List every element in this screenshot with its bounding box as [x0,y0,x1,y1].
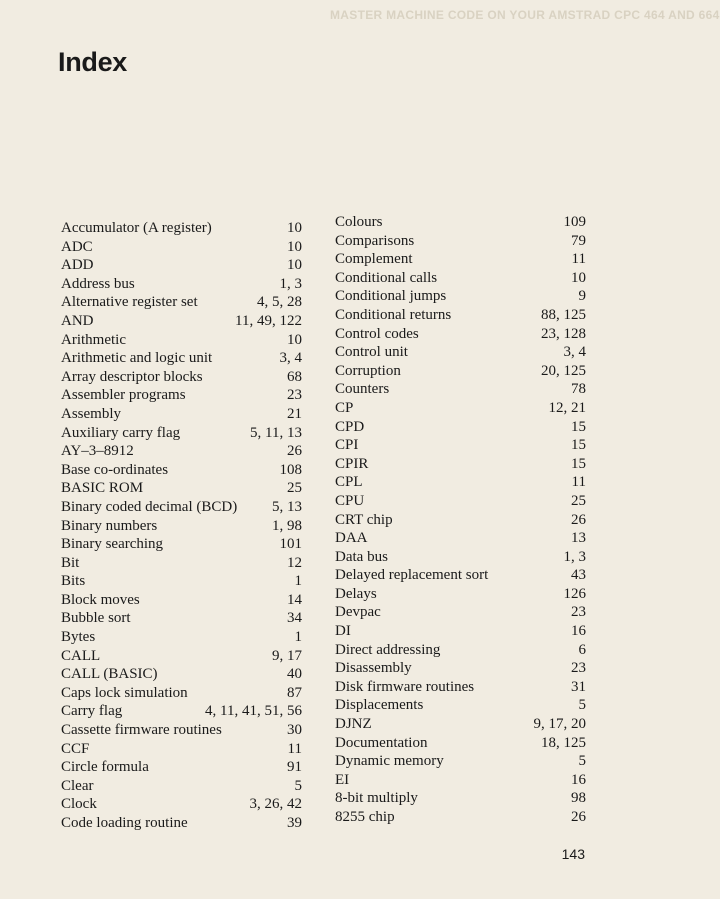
index-term: CALL [61,647,101,664]
index-entry [61,386,302,405]
index-term: Arithmetic [61,331,126,348]
index-pages: 15 [571,418,586,435]
index-pages: 10 [287,220,302,236]
index-entry [61,795,302,814]
index-entry [61,684,302,703]
index-entry [61,554,302,573]
index-entry [61,665,302,684]
index-pages: 3, 26, 42 [249,796,302,813]
index-term: 8255 chip [335,809,395,825]
index-pages: 23, 128 [541,325,586,342]
index-term: ADD [61,257,94,274]
index-term: Dynamic memory [335,753,444,770]
index-pages: 13 [571,530,586,547]
index-entry [335,734,586,753]
index-entry [61,517,302,536]
index-term: AY–3–8912 [61,443,134,460]
index-term: Bits [61,573,86,590]
index-pages: 16 [571,771,586,788]
index-term: Circle formula [61,759,149,776]
index-pages: 1, 3 [279,275,302,292]
index-entry [61,591,302,610]
index-term: Conditional calls [335,269,438,286]
index-pages: 39 [287,815,302,831]
page-number: 143 [561,846,585,862]
index-pages: 87 [287,684,302,701]
index-entry [335,213,586,232]
index-pages: 4, 5, 28 [257,294,302,311]
index-term: CPI [335,437,359,454]
index-entry [335,789,586,808]
index-entry [61,293,302,312]
index-entry [335,715,586,734]
index-pages: 11 [571,251,586,268]
index-term: CPIR [335,455,369,472]
index-entry [335,696,586,715]
index-term: Bit [61,554,80,571]
index-pages: 26 [287,443,302,460]
index-entry [335,250,586,269]
index-term: Clear [61,777,94,794]
index-term: Carry flag [61,703,123,720]
index-term: Binary coded decimal (BCD) [61,498,238,515]
index-pages: 5 [578,753,586,770]
index-entry [61,535,302,554]
index-entry [335,380,586,399]
index-pages: 15 [571,455,586,472]
index-term: CPL [335,474,363,491]
index-entry [335,306,586,325]
index-entry [335,232,586,251]
show-through-header: MASTER MACHINE CODE ON YOUR AMSTRAD CPC 464 AND 664 [330,8,720,22]
index-pages: 1, 3 [563,548,586,565]
index-pages: 12 [287,554,302,571]
index-column-right [335,213,586,827]
index-entry [61,238,302,257]
index-term: Array descriptor blocks [61,368,203,385]
index-pages: 9, 17, 20 [533,716,586,733]
index-term: Comparisons [335,232,415,249]
index-entry [335,473,586,492]
index-term: Binary searching [61,536,164,553]
index-term: Colours [335,214,383,230]
index-pages: 3, 4 [563,344,586,361]
index-entry [61,312,302,331]
index-entry [61,647,302,666]
index-term: Accumulator (A register) [61,220,212,236]
index-term: Auxiliary carry flag [61,424,181,441]
index-term: Delayed replacement sort [335,567,489,584]
index-pages: 25 [287,480,302,497]
page-title: Index [58,47,128,77]
index-pages: 3, 4 [279,350,302,367]
index-term: Bubble sort [61,610,131,627]
index-term: CPU [335,492,365,509]
index-entry [335,343,586,362]
index-pages: 15 [571,437,586,454]
index-entry [61,256,302,275]
index-entry [335,603,586,622]
index-term: Alternative register set [61,294,198,311]
index-pages: 1 [294,629,302,646]
index-pages: 79 [571,232,586,249]
index-term: Block moves [61,591,140,608]
index-term: Control unit [335,344,408,361]
index-pages: 43 [571,567,586,584]
index-pages: 23 [571,660,586,677]
index-term: AND [61,312,94,329]
index-pages: 9 [578,288,586,305]
index-entry [335,418,586,437]
index-term: DJNZ [335,716,372,733]
index-pages: 14 [287,591,302,608]
index-pages: 4, 11, 41, 51, 56 [205,703,302,720]
index-term: CP [335,399,354,416]
index-pages: 40 [287,666,302,683]
index-entry [61,368,302,387]
index-term: Caps lock simulation [61,684,188,701]
index-entry [61,628,302,647]
index-pages: 31 [571,678,586,695]
index-pages: 10 [287,257,302,274]
index-entry [335,492,586,511]
index-entry [61,331,302,350]
index-pages: 5 [294,777,302,794]
index-column-left [61,219,302,833]
index-pages: 91 [287,759,302,776]
index-pages: 109 [563,214,586,230]
index-term: Cassette firmware routines [61,722,222,739]
index-term: Code loading routine [61,815,188,831]
index-term: Delays [335,585,377,602]
index-pages: 12, 21 [548,399,586,416]
index-term: Disk firmware routines [335,678,475,695]
index-pages: 11 [571,474,586,491]
index-term: Complement [335,251,413,268]
index-entry [335,455,586,474]
index-term: Address bus [61,275,135,292]
index-pages: 10 [571,269,586,286]
index-entry [335,808,586,827]
index-entry [61,498,302,517]
index-term: CALL (BASIC) [61,666,158,683]
index-pages: 5, 13 [272,498,302,515]
index-term: CPD [335,418,365,435]
index-term: Assembly [61,405,121,422]
index-entry [335,287,586,306]
index-entry [61,572,302,591]
index-pages: 26 [571,809,586,825]
index-entry [61,702,302,721]
index-entry [335,511,586,530]
index-term: Assembler programs [61,387,186,404]
index-term: CCF [61,740,90,757]
index-term: Arithmetic and logic unit [61,350,213,367]
index-term: DI [335,623,351,640]
index-entry [335,678,586,697]
index-pages: 88, 125 [541,306,586,323]
index-pages: 78 [571,381,586,398]
index-entry [61,777,302,796]
index-pages: 10 [287,331,302,348]
index-entry [61,740,302,759]
index-entry [61,405,302,424]
index-pages: 5 [578,697,586,714]
index-term: DAA [335,530,368,547]
index-entry [61,349,302,368]
index-term: Documentation [335,734,428,751]
index-pages: 108 [279,461,302,478]
index-pages: 30 [287,722,302,739]
index-term: BASIC ROM [61,480,144,497]
index-term: 8-bit multiply [335,790,418,807]
index-term: Base co-ordinates [61,461,169,478]
index-term: ADC [61,238,93,255]
index-pages: 9, 17 [272,647,302,664]
index-entry [61,814,302,833]
index-entry [335,566,586,585]
index-term: Corruption [335,362,401,379]
index-entry [61,275,302,294]
index-entry [335,622,586,641]
index-pages: 101 [279,536,302,553]
index-entry [335,548,586,567]
index-pages: 6 [578,641,586,658]
index-entry [335,362,586,381]
index-pages: 26 [571,511,586,528]
index-pages: 11, 49, 122 [235,312,302,329]
index-pages: 68 [287,368,302,385]
index-entry [61,219,302,238]
index-entry [61,609,302,628]
index-entry [335,436,586,455]
index-pages: 98 [571,790,586,807]
index-pages: 25 [571,492,586,509]
index-entry [335,325,586,344]
index-term: Disassembly [335,660,412,677]
index-term: Binary numbers [61,517,158,534]
index-pages: 10 [287,238,302,255]
index-pages: 1, 98 [272,517,302,534]
index-term: Clock [61,796,97,813]
index-entry [335,752,586,771]
index-entry [61,424,302,443]
index-entry [61,461,302,480]
index-entry [335,529,586,548]
index-term: Displacements [335,697,424,714]
index-pages: 126 [563,585,586,602]
index-entry [61,442,302,461]
index-term: Devpac [335,604,381,621]
index-pages: 34 [287,610,302,627]
index-entry [335,659,586,678]
index-pages: 16 [571,623,586,640]
index-pages: 18, 125 [541,734,586,751]
index-pages: 11 [287,740,302,757]
index-term: Bytes [61,629,96,646]
index-entry [61,721,302,740]
index-entry [335,269,586,288]
index-entry [61,479,302,498]
index-pages: 5, 11, 13 [250,424,302,441]
index-term: Counters [335,381,390,398]
index-pages: 23 [571,604,586,621]
index-entry [335,641,586,660]
index-entry [335,399,586,418]
index-term: Conditional returns [335,306,452,323]
index-pages: 20, 125 [541,362,586,379]
index-term: Conditional jumps [335,288,447,305]
index-entry [335,771,586,790]
index-pages: 21 [287,405,302,422]
index-term: CRT chip [335,511,393,528]
index-pages: 23 [287,387,302,404]
index-term: EI [335,771,350,788]
index-term: Data bus [335,548,388,565]
index-entry [61,758,302,777]
index-pages: 1 [294,573,302,590]
index-term: Control codes [335,325,419,342]
index-term: Direct addressing [335,641,441,658]
index-entry [335,585,586,604]
